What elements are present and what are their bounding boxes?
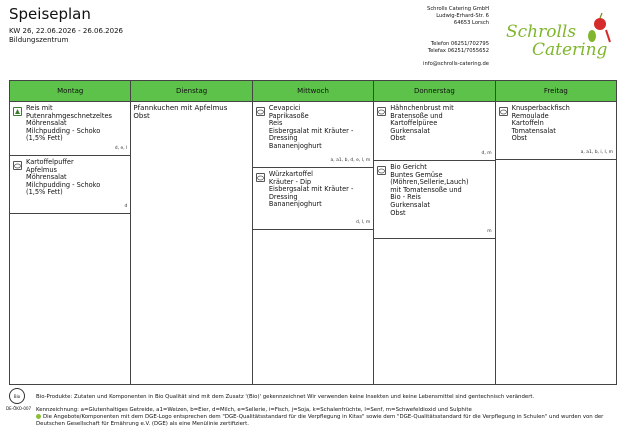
week-range: KW 26, 22.06.2026 - 26.06.2026 [9, 27, 123, 35]
allergen-codes: m [487, 229, 492, 235]
day-column-montag [10, 81, 131, 384]
bio-note: Bio-Produkte: Zutaten und Komponenten in Bio Qualität sind mit dem Zusatz '(Bio)' gekennzeichnet Wir verwenden keine Insekten und keine Lebensmittel sind gentechnisch verändert. [36, 394, 535, 400]
menu-item [374, 102, 494, 161]
dish-text: Pfannkuchen mit Apfelmus Obst [133, 104, 228, 120]
allergen-codes: d, e, l [114, 146, 128, 152]
menu-item [131, 102, 251, 130]
page-title: Speiseplan [9, 5, 91, 23]
dish-text: Würzkartoffel Kräuter - Dip Eisbergsalat mit Kräuter - Dressing Bananenjoghurt [268, 170, 354, 209]
day-column-dienstag [131, 81, 252, 384]
dish-icon [256, 173, 265, 182]
day-header: Donnerstag [374, 81, 494, 102]
allergen-codes: a, a1, b, d, e, l, m [330, 158, 371, 164]
bio-seal-icon: Bio [9, 388, 25, 404]
allergen-codes: a, a1, b, i, l, m [580, 150, 614, 156]
day-header: Freitag [496, 81, 616, 102]
day-header: Dienstag [131, 81, 251, 102]
dge-icon [13, 107, 22, 116]
menu-table [9, 80, 617, 385]
company-address [369, 6, 489, 68]
location: Bildungszentrum [9, 36, 69, 44]
day-column-donnerstag [374, 81, 495, 384]
menu-item [374, 161, 494, 239]
company-logo [506, 12, 616, 60]
menu-item [10, 102, 130, 156]
company-name: Schrolls Catering GmbH [427, 6, 489, 12]
bio-code: DE-ÖKO-007 [6, 406, 32, 411]
logo-text-schrolls: Schrolls [506, 22, 577, 42]
dish-text: Cevapcici Paprikasoße Reis Eisbergsalat mit Kräuter - Dressing Bananenjoghurt [268, 104, 354, 150]
menu-item [10, 156, 130, 214]
company-city: 64653 Lorsch [453, 20, 489, 26]
company-fax: Telefax 06251/7055652 [427, 48, 489, 54]
day-column-mittwoch [253, 81, 374, 384]
dish-icon [499, 107, 508, 116]
dish-text: Reis mit Putenrahmgeschnetzeltes Möhrensalat Milchpudding - Schoko (1,5% Fett) [26, 104, 112, 143]
dish-text: Bio Gericht Buntes Gemüse (Möhren,Sellerie,Lauch) mit Tomatensoße und Bio - Reis Gurkensalat Obst [390, 163, 469, 217]
week-info [9, 27, 123, 45]
day-column-freitag [496, 81, 616, 384]
dish-icon [256, 107, 265, 116]
dge-note: Die Angebote/Komponenten mit dem DGE-Logo entsprechen dem "DGE-Qualitätsstandard für die Verpflegung in Kitas" sowie dem "DGE-Qualitätsstandard für die Verpflegung in Schulen" und wurden von der Deutschen Gesellschaft für Ernährung e.V. (DGE) als eine Menülinie zertifiziert. [36, 414, 604, 427]
dish-text: Hähnchenbrust mit Bratensoße und Kartoffelpüree Gurkensalat Obst [390, 104, 454, 143]
logo-text-catering: Catering [532, 40, 608, 60]
company-email: info@schrolls-catering.de [423, 61, 489, 67]
company-phone: Telefon 06251/702795 [430, 41, 489, 47]
dge-icon [36, 414, 41, 419]
allergen-key: Kennzeichnung: a=Glutenhaltiges Getreide, a1=Weizen, b=Eier, d=Milch, e=Sellerie, i=Fisch, j=Soja, k=Schalenfrüchte, l=Senf, m=Schwefeldioxid und Sulphite [36, 407, 472, 413]
allergen-codes: d [124, 204, 128, 210]
dish-text: Kartoffelpuffer Apfelmus Möhrensalat Milchpudding - Schoko (1,5% Fett) [26, 158, 101, 197]
menu-item [496, 102, 616, 160]
dish-icon [377, 166, 386, 175]
dish-icon [13, 161, 22, 170]
company-street: Ludwig-Erhard-Str. 6 [436, 13, 489, 19]
menu-item [253, 168, 373, 230]
dge-note-row [36, 414, 616, 428]
allergen-codes: d, l, m [356, 220, 371, 226]
dish-icon [377, 107, 386, 116]
day-header: Montag [10, 81, 130, 102]
dish-text: Knusperbackfisch Remoulade Kartoffeln Tomatensalat Obst [511, 104, 570, 143]
menu-item [253, 102, 373, 168]
day-header: Mittwoch [253, 81, 373, 102]
allergen-codes: d, m [481, 151, 492, 157]
